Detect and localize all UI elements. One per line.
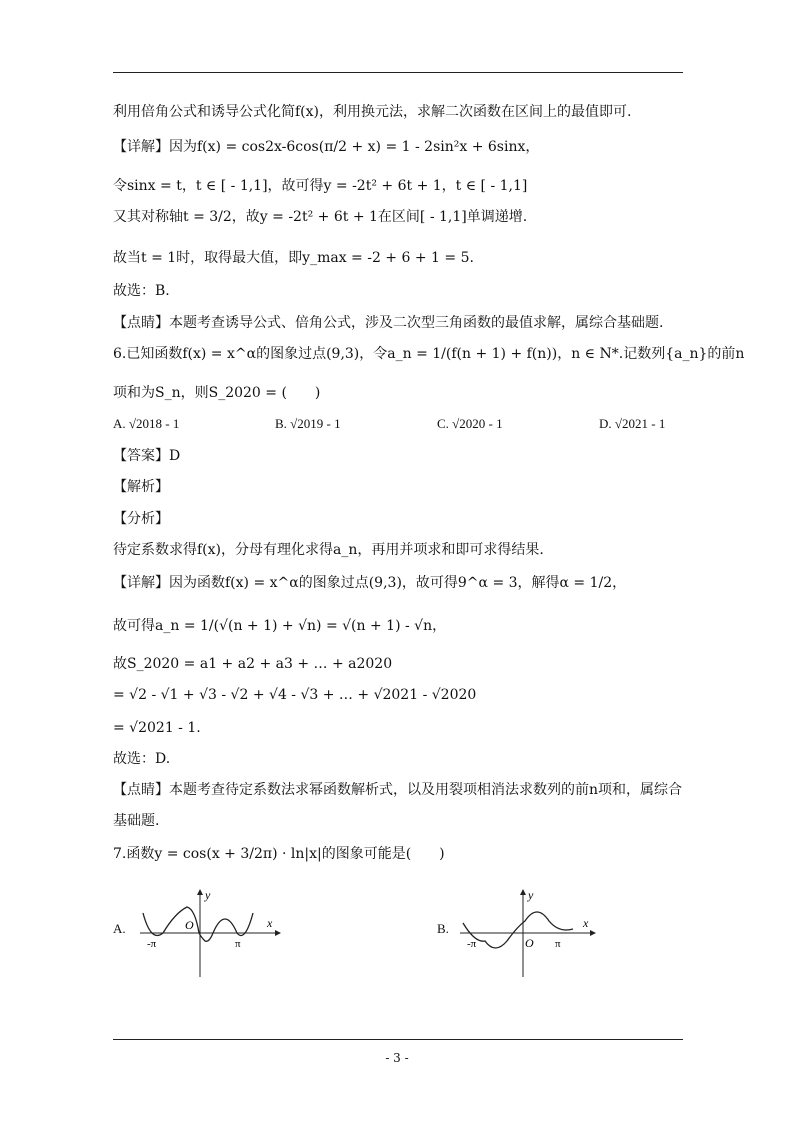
graph-b-x-arrow: [590, 930, 596, 936]
graph-a: [135, 885, 285, 980]
graph-b-neg-pi-label: -π: [467, 938, 477, 950]
question-7-stem: 7.函数y = cos(x + 3/2π) · ln|x|的图象可能是( ): [113, 846, 445, 862]
graph-b: [455, 885, 605, 980]
analysis-heading: 【解析】: [113, 479, 169, 495]
option-6-d: D. √2021 - 1: [599, 416, 666, 431]
graph-b-pi-label: π: [555, 938, 561, 950]
graph-a-curve: [143, 907, 253, 941]
text-line-13: 待定系数求得f(x)，分母有理化求得a_n，再用并项求和即可求得结果.: [113, 542, 544, 558]
subanalysis-heading: 【分析】: [113, 511, 169, 527]
header-rule: [113, 72, 683, 73]
option-6-b: B. √2019 - 1: [275, 416, 341, 431]
graph-b-label: B.: [437, 921, 449, 936]
option-6-c: C. √2020 - 1: [437, 416, 503, 431]
text-line-20: 【点睛】本题考查待定系数法求幂函数解析式，以及用裂项相消法求数列的前n项和，属综合: [113, 782, 683, 798]
graph-b-origin-label: O: [525, 936, 534, 950]
graph-b-x-label: x: [583, 916, 589, 930]
footer-rule: [113, 1039, 683, 1040]
graph-b-y-label: y: [528, 888, 534, 902]
text-line-21: 基础题.: [113, 813, 160, 829]
text-line-19: 故选：D.: [113, 751, 171, 767]
graph-a-x-arrow: [275, 930, 281, 936]
graph-b-y-arrow: [520, 889, 526, 895]
option-6-a: A. √2018 - 1: [113, 416, 180, 431]
page-number: - 3 -: [385, 1051, 409, 1065]
text-line-15: 故可得a_n = 1/(√(n + 1) + √n) = √(n + 1) - √n，: [113, 618, 447, 634]
graph-a-origin-label: O: [185, 918, 194, 932]
graph-a-x-label: x: [267, 916, 273, 930]
question-6-stem: 6.已知函数f(x) = x^α的图象过点(9,3)，令a_n = 1/(f(n + 1) + f(n))，n ∈ N*.记数列{a_n}的前n: [113, 346, 745, 362]
text-line-14: 【详解】因为函数f(x) = x^α的图象过点(9,3)，故可得9^α = 3，解得α = 1/2，: [113, 575, 627, 591]
graph-a-label: A.: [113, 921, 126, 936]
answer-line: 【答案】D: [113, 448, 181, 464]
text-line-16: 故S_2020 = a1 + a2 + a3 + … + a2020: [113, 656, 393, 672]
graph-a-y-arrow: [197, 889, 203, 895]
text-line-2: 【详解】因为f(x) = cos2x-6cos(π/2 + x) = 1 - 2sin²x + 6sinx，: [113, 139, 540, 155]
text-line-3: 令sinx = t，t ∈ [ - 1,1]，故可得y = -2t² + 6t + 1，t ∈ [ - 1,1]: [113, 178, 528, 194]
graph-a-neg-pi-label: -π: [147, 938, 157, 950]
text-line-4: 又其对称轴t = 3/2，故y = -2t² + 6t + 1在区间[ - 1,1]单调递增.: [113, 209, 528, 225]
question-6-stem-cont: 项和为S_n，则S_2020 = ( ): [113, 385, 321, 401]
graph-a-pi-label: π: [235, 938, 241, 950]
text-line-1: 利用倍角公式和诱导公式化简f(x)，利用换元法，求解二次函数在区间上的最值即可.: [113, 104, 632, 120]
text-line-17: = √2 - √1 + √3 - √2 + √4 - √3 + … + √2021 - √2020: [113, 687, 477, 703]
text-line-6: 故选：B.: [113, 283, 170, 299]
graph-a-y-label: y: [205, 888, 211, 902]
text-line-5: 故当t = 1时，取得最大值，即y_max = -2 + 6 + 1 = 5.: [113, 250, 474, 266]
text-line-18: = √2021 - 1.: [113, 720, 201, 736]
text-line-7: 【点睛】本题考查诱导公式、倍角公式，涉及二次型三角函数的最值求解，属综合基础题.: [113, 315, 664, 331]
